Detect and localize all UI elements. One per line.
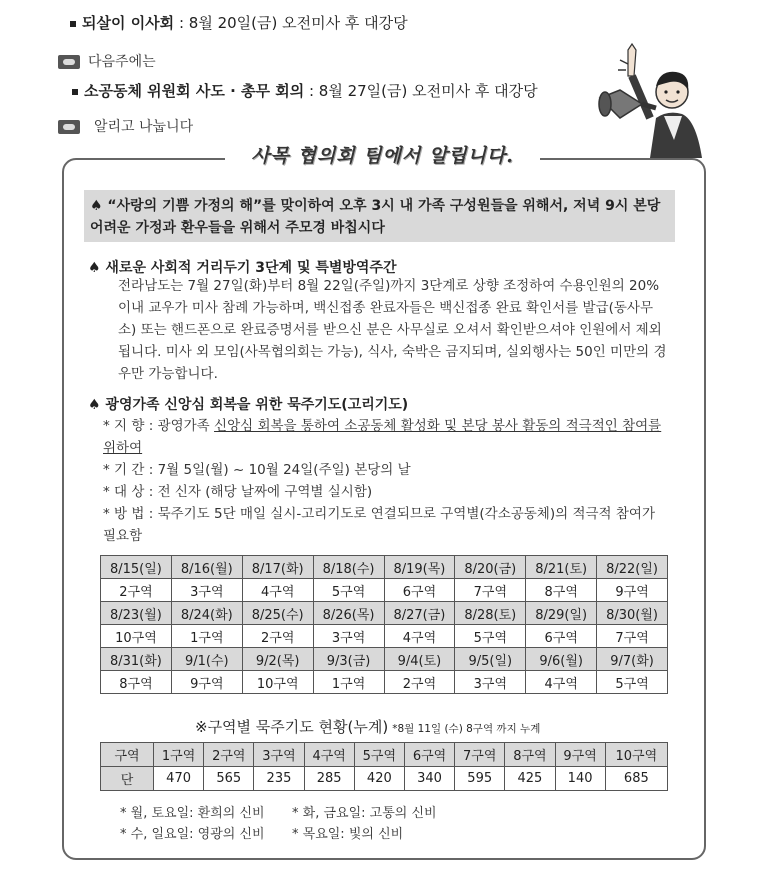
schedule-zone-cell: 9구역 xyxy=(171,671,242,694)
speech-bubble-icon xyxy=(58,55,80,69)
schedule-date-cell: 8/31(화) xyxy=(101,648,172,671)
item-board-meeting xyxy=(70,12,408,33)
zone-name-cell: 4구역 xyxy=(304,743,354,767)
zone-count-cell: 340 xyxy=(404,767,454,791)
zone-name-cell: 2구역 xyxy=(204,743,254,767)
board-meeting-detail: : 8월 20일(금) 오전미사 후 대강당 xyxy=(178,14,408,32)
zone-name-cell: 5구역 xyxy=(354,743,404,767)
schedule-zone-cell: 4구역 xyxy=(242,579,313,602)
prayer-banner-text: ♠ “사랑의 기쁨 가정의 해”를 맞이하여 오후 3시 내 가족 구성원들을 위해서, 저녁 9시 본당 어려운 가정과 환우들을 위해서 주모경 바칩시다 xyxy=(90,198,661,236)
schedule-zone-cell: 6구역 xyxy=(384,579,455,602)
schedule-zone-cell: 2구역 xyxy=(101,579,172,602)
zone-name-cell: 9구역 xyxy=(555,743,605,767)
zone-name-cell: 10구역 xyxy=(605,743,667,767)
board-meeting-label: 되살이 이사회 xyxy=(82,14,175,32)
share-heading xyxy=(58,116,193,136)
square-bullet-icon xyxy=(72,89,78,95)
schedule-zone-cell: 2구역 xyxy=(242,625,313,648)
rosary-target-text: 전 신자 (해당 날짜에 구역별 실시함) xyxy=(157,484,373,500)
zone-count-cell: 140 xyxy=(555,767,605,791)
schedule-date-row xyxy=(101,648,668,671)
notice-frame-title: 사목 협의회 팀에서 알립니다. xyxy=(225,141,540,175)
schedule-date-cell: 9/3(금) xyxy=(313,648,384,671)
mystery-note-1: * 월, 토요일: 환희의 신비 xyxy=(120,806,265,821)
zone-count-cell: 565 xyxy=(204,767,254,791)
schedule-date-cell: 8/18(수) xyxy=(313,556,384,579)
mystery-note-4: * 목요일: 빛의 신비 xyxy=(292,827,404,842)
zone-name-cell: 8구역 xyxy=(505,743,555,767)
rosary-period-label: * 기 간 : xyxy=(103,462,154,478)
schedule-date-cell: 8/16(월) xyxy=(171,556,242,579)
rosary-method-label: * 방 법 : xyxy=(103,506,154,522)
schedule-date-cell: 8/23(월) xyxy=(101,602,172,625)
schedule-date-cell: 9/7(화) xyxy=(597,648,668,671)
rosary-period-text: 7월 5일(월) ~ 10월 24일(주일) 본당의 날 xyxy=(157,462,411,478)
schedule-zone-row xyxy=(101,671,668,694)
schedule-date-cell: 8/29(일) xyxy=(526,602,597,625)
schedule-date-row xyxy=(101,602,668,625)
schedule-zone-cell: 6구역 xyxy=(526,625,597,648)
schedule-date-cell: 8/15(일) xyxy=(101,556,172,579)
schedule-date-cell: 8/28(토) xyxy=(455,602,526,625)
distancing-body: 전라남도는 7월 27일(화)부터 8월 22일(주일)까지 3단계로 상향 조정하여 수용인원의 20% 이내 교우가 미사 참례 가능하며, 백신접종 완료자들은 백신접종 완료 확인서를 발급(동사무소) 또는 핸드폰으로 완료증명서를 받으신 분은 사무실로 오셔서 확인받으셔야 인원에서 제외됩니다. 미사 외 모임(사목협의회는 가능), 식사, 숙박은 금지되며, 실외행사는 50인 미만의 경우만 가능합니다. xyxy=(118,278,667,382)
zone-count-cell: 470 xyxy=(154,767,204,791)
schedule-date-cell: 8/17(화) xyxy=(242,556,313,579)
rosary-period-row xyxy=(103,459,663,481)
square-bullet-icon xyxy=(70,21,76,27)
schedule-zone-cell: 3구역 xyxy=(171,579,242,602)
schedule-zone-cell: 4구역 xyxy=(526,671,597,694)
schedule-zone-cell: 1구역 xyxy=(313,671,384,694)
mystery-note-3: * 수, 일요일: 영광의 신비 xyxy=(120,827,265,842)
schedule-zone-cell: 4구역 xyxy=(384,625,455,648)
rosary-method-text: 묵주기도 5단 매일 실시-고리기도로 연결되므로 구역별(각소공동체)의 적극적 참여가 필요함 xyxy=(103,506,655,544)
schedule-date-cell: 8/22(일) xyxy=(597,556,668,579)
schedule-zone-row xyxy=(101,579,668,602)
schedule-zone-cell: 8구역 xyxy=(526,579,597,602)
rosary-target-label: * 대 상 : xyxy=(103,484,154,500)
schedule-date-cell: 9/4(토) xyxy=(384,648,455,671)
schedule-date-cell: 8/27(금) xyxy=(384,602,455,625)
schedule-zone-cell: 10구역 xyxy=(101,625,172,648)
rosary-heading: ♠ 광영가족 신앙심 회복을 위한 묵주기도(고리기도) xyxy=(88,397,409,413)
prayer-banner xyxy=(84,190,675,242)
mystery-note-2: * 화, 금요일: 고통의 신비 xyxy=(292,806,437,821)
zone-name-cell: 1구역 xyxy=(154,743,204,767)
zone-count-cell: 285 xyxy=(304,767,354,791)
zone-count-note: *8월 11일 (수) 8구역 까지 누계 xyxy=(392,723,541,735)
schedule-zone-cell: 10구역 xyxy=(242,671,313,694)
next-week-label: 다음주에는 xyxy=(88,54,156,70)
zone-header-label: 구역 xyxy=(101,743,154,767)
speech-bubble-icon xyxy=(58,120,80,134)
zone-row-label: 단 xyxy=(101,767,154,791)
schedule-zone-cell: 2구역 xyxy=(384,671,455,694)
rosary-intention-text: 신앙심 회복을 통하여 소공동체 활성화 및 본당 봉사 활동의 적극적인 참여를 위하여 xyxy=(103,418,662,456)
zone-count-cell: 425 xyxy=(505,767,555,791)
rosary-intention-pre: 광영가족 xyxy=(157,418,215,434)
schedule-zone-cell: 1구역 xyxy=(171,625,242,648)
zone-count-title: ※구역별 묵주기도 현황(누계) xyxy=(195,718,389,736)
schedule-date-cell: 8/30(월) xyxy=(597,602,668,625)
committee-meeting-detail: : 8월 27일(금) 오전미사 후 대강당 xyxy=(308,82,538,100)
schedule-zone-cell: 5구역 xyxy=(455,625,526,648)
zone-count-table xyxy=(100,742,668,791)
schedule-zone-cell: 5구역 xyxy=(597,671,668,694)
zone-count-cell: 235 xyxy=(254,767,304,791)
schedule-date-cell: 8/26(목) xyxy=(313,602,384,625)
schedule-date-cell: 9/5(일) xyxy=(455,648,526,671)
zone-count-title-row xyxy=(195,716,540,737)
item-committee-meeting xyxy=(72,80,538,101)
schedule-zone-cell: 3구역 xyxy=(455,671,526,694)
rosary-schedule-table xyxy=(100,555,668,694)
schedule-date-cell: 8/19(목) xyxy=(384,556,455,579)
schedule-date-cell: 9/2(목) xyxy=(242,648,313,671)
schedule-zone-cell: 3구역 xyxy=(313,625,384,648)
zone-name-cell: 6구역 xyxy=(404,743,454,767)
megaphone-man-illustration xyxy=(598,40,708,160)
schedule-date-cell: 9/6(월) xyxy=(526,648,597,671)
distancing-heading: ♠ 새로운 사회적 거리두기 3단계 및 특별방역주간 xyxy=(88,260,397,276)
schedule-date-cell: 8/25(수) xyxy=(242,602,313,625)
schedule-zone-cell: 5구역 xyxy=(313,579,384,602)
zone-name-cell: 3구역 xyxy=(254,743,304,767)
zone-count-cell: 685 xyxy=(605,767,667,791)
rosary-intention-label: * 지 향 : xyxy=(103,418,154,434)
schedule-date-cell: 8/24(화) xyxy=(171,602,242,625)
next-week-heading xyxy=(58,51,156,71)
rosary-target-row xyxy=(103,481,663,503)
share-label: 알리고 나눕니다 xyxy=(94,119,194,135)
zone-count-cell: 420 xyxy=(354,767,404,791)
committee-meeting-label: 소공동체 위원회 사도 · 총무 회의 xyxy=(84,82,305,100)
rosary-intention-row xyxy=(103,415,663,459)
rosary-method-row xyxy=(103,503,663,547)
schedule-zone-cell: 8구역 xyxy=(101,671,172,694)
schedule-zone-cell: 7구역 xyxy=(455,579,526,602)
zone-name-cell: 7구역 xyxy=(455,743,505,767)
schedule-date-row xyxy=(101,556,668,579)
schedule-zone-cell: 7구역 xyxy=(597,625,668,648)
schedule-date-cell: 8/20(금) xyxy=(455,556,526,579)
zone-count-cell: 595 xyxy=(455,767,505,791)
schedule-date-cell: 9/1(수) xyxy=(171,648,242,671)
schedule-zone-cell: 9구역 xyxy=(597,579,668,602)
schedule-date-cell: 8/21(토) xyxy=(526,556,597,579)
schedule-zone-row xyxy=(101,625,668,648)
